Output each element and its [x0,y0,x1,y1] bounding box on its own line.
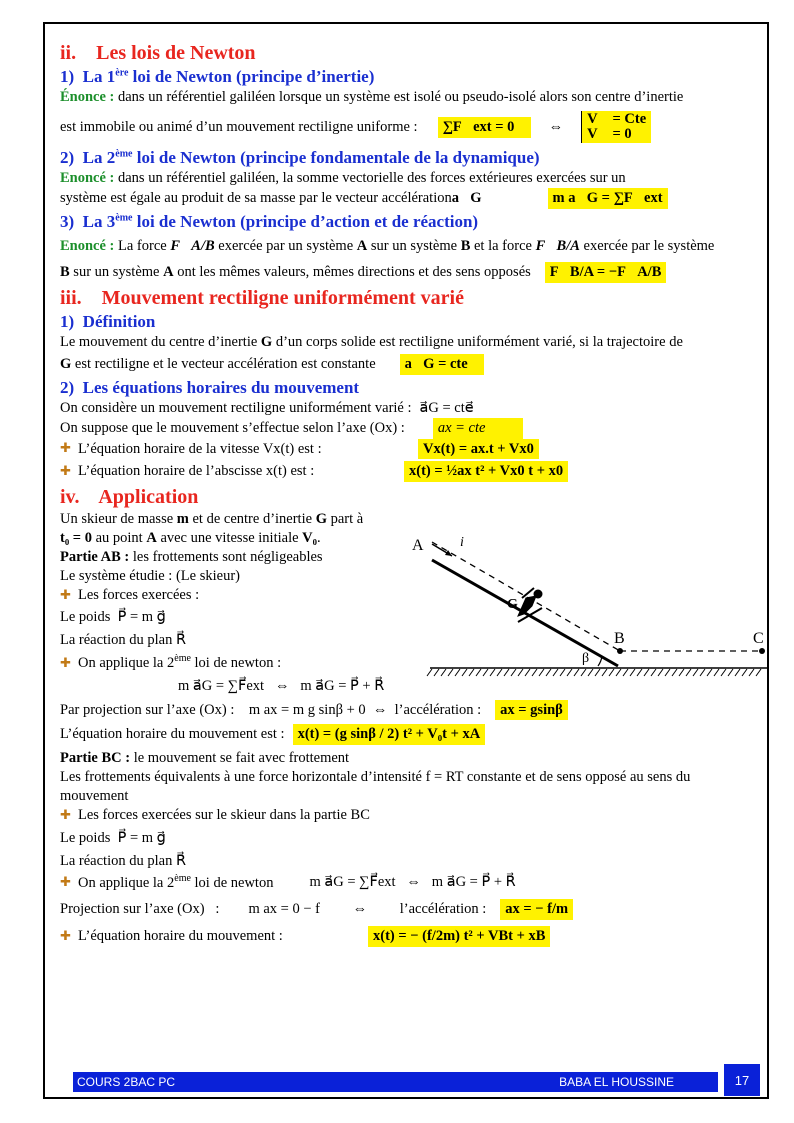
newton-equation: m a⃗G = ∑F⃗ext ⇔ m a⃗G = P⃗ + R⃗ [178,677,385,694]
hatch-mark [497,669,502,676]
footer-course: COURS 2BAC PC [77,1075,176,1089]
hatch-mark [756,669,761,676]
page-number: 17 [724,1064,760,1096]
hatch-mark [427,669,432,676]
hatch-mark [637,669,642,676]
bc-forces: ✚ Les forces exercées sur le skieur dans la partie BC [60,806,370,823]
hatch-mark [693,669,698,676]
bullet-icon: ✚ [60,806,71,822]
bc-projection-row: Projection sur l’axe (Ox) : m ax = 0 − f ⇔ l’accélération : ax = − f/m [60,899,760,920]
law1-text: est immobile ou animé d’un mouvement rectiligne uniforme : [60,118,418,135]
hatch-mark [469,669,474,676]
bullet-icon: ✚ [60,463,71,479]
definition-formula: a⃗G = cte⃗ [400,354,484,375]
hatch-mark [553,669,558,676]
hatch-mark [595,669,600,676]
law1-row [60,111,760,143]
eq-horaire-row: L’équation horaire du mouvement est : x(t) = (g sinβ / 2) t² + V₀t + xA [60,724,760,745]
law2-row: système est égale au produit de sa masse par le vecteur accélération a⃗G m a⃗G = ∑F⃗ext [60,188,760,209]
ground-hatching [427,669,761,676]
bullet-icon: ✚ [60,654,71,670]
hatch-mark [700,669,705,676]
hatch-mark [532,669,537,676]
figure-label-beta: β [582,651,590,666]
hatch-mark [679,669,684,676]
forces-line: ✚ Les forces exercées : [60,586,200,603]
law1-system: V⃗ = Cte V⃗ = 0⃗ [581,111,651,143]
eq-line2: On suppose que le mouvement s’effectue selon l’axe (Ox) : ax = cte [60,418,760,439]
footer-bar [73,1072,718,1092]
hatch-mark [455,669,460,676]
hatch-mark [567,669,572,676]
equiv-symbol: ⇔ [548,118,564,135]
bc-eq-horaire-row: ✚ L’équation horaire du mouvement : x(t) = − (f/2m) t² + VBt + xB [60,926,760,947]
reaction-line: La réaction du plan R⃗ [60,632,187,649]
law3-row: B sur un système A ont les mêmes valeurs, mêmes directions et des sens opposés F⃗B/A = −F⃗A/B [60,262,760,283]
hatch-mark [630,669,635,676]
apply-newton: ✚ On applique la 2ème loi de newton : [60,653,282,671]
hatch-mark [462,669,467,676]
hatch-mark [574,669,579,676]
angle-arc [598,656,602,666]
law3-title: 3) La 3ème loi de Newton (principe d’action et de réaction) [60,212,479,232]
law1-statement: Énonce : dans un référentiel galiléen lorsque un système est isolé ou pseudo-isolé alors son centre d’inertie [60,89,684,106]
eq-bullet-position: ✚ L’équation horaire de l’abscisse x(t) est : x(t) = ½ax t² + Vx0 t + x0 [60,461,760,482]
bc-friction: Les frottements équivalents à une force horizontale d’intensité f = RT constante et de sens opposé au sens du [60,769,691,786]
weight-line: Le poids P⃗ = m g⃗ [60,609,166,626]
section-title-newton: ii. Les lois de Newton [60,42,256,64]
figure-label-g: G [507,597,518,612]
section-title-application: iv. Application [60,486,199,509]
hatch-mark [483,669,488,676]
app-intro-1: Un skieur de masse m et de centre d’inertie G part à [60,511,364,528]
bullet-icon: ✚ [60,586,71,602]
statement-label: Énonce : [60,89,115,106]
hatch-mark [588,669,593,676]
bc-weight: Le poids P⃗ = m g⃗ [60,829,166,846]
law1-title: 1) La 1ère loi de Newton (principe d’inertie) [60,67,375,86]
definition-row: G est rectiligne et le vecteur accélération est constante a⃗G = cte⃗ [60,354,760,375]
hatch-mark [434,669,439,676]
hatch-mark [651,669,656,676]
hatch-mark [644,669,649,676]
hatch-mark [728,669,733,676]
law1-formula: ∑F⃗ext = 0⃗ [438,117,531,138]
hatch-mark [616,669,621,676]
inclined-plane-figure [410,536,770,686]
hatch-mark [546,669,551,676]
hatch-mark [511,669,516,676]
hatch-mark [504,669,509,676]
hatch-mark [742,669,747,676]
bc-friction-2: mouvement [60,787,129,804]
eq-bullet-velocity: ✚ L’équation horaire de la vitesse Vx(t) est : Vx(t) = ax.t + Vx0 [60,439,760,460]
equations-title: 2) Les équations horaires du mouvement [60,377,360,397]
law2-formula: m a⃗G = ∑F⃗ext [548,188,668,209]
hatch-mark [735,669,740,676]
definition-text: Le mouvement du centre d’inertie G d’un corps solide est rectiligne uniformément varié, si la trajectoire de [60,334,683,351]
point-b [617,648,623,654]
bc-apply-row: ✚ On applique la 2ème loi de newton m a⃗G = ∑F⃗ext ⇔ m a⃗G = P⃗ + R⃗ [60,873,516,892]
bullet-icon: ✚ [60,874,71,890]
hatch-mark [581,669,586,676]
system-line: Le système étudie : (Le skieur) [60,567,240,584]
hatch-mark [672,669,677,676]
trajectory-dashed [432,542,620,651]
hatch-mark [686,669,691,676]
figure-label-i: i⃗ [460,536,475,550]
figure-label-b: B [614,630,625,647]
point-c [759,648,765,654]
hatch-mark [602,669,607,676]
hatch-mark [560,669,565,676]
figure-label-c: C [753,630,764,647]
hatch-mark [749,669,754,676]
projection-row: Par projection sur l’axe (Ox) : m ax = m g sinβ + 0 ⇔ l’accélération : ax = gsinβ [60,700,760,721]
law2-title: 2) La 2ème loi de Newton (principe fondamentale de la dynamique) [60,148,540,168]
bullet-icon: ✚ [60,440,71,456]
hatch-mark [658,669,663,676]
law2-statement: Enoncé : dans un référentiel galiléen, la somme vectorielle des forces extérieures exercées sur un [60,170,626,187]
hatch-mark [609,669,614,676]
law3-formula: F⃗B/A = −F⃗A/B [545,262,667,283]
app-intro-2: t₀ = 0 au point A avec une vitesse initiale V₀. [60,530,321,547]
part-bc: Partie BC : le mouvement se fait avec frottement [60,750,350,767]
hatch-mark [714,669,719,676]
hatch-mark [525,669,530,676]
definition-title: 1) Définition [60,311,156,331]
hatch-mark [441,669,446,676]
hatch-mark [539,669,544,676]
bc-reaction: La réaction du plan R⃗ [60,852,187,869]
section-title-mruv: iii. Mouvement rectiligne uniformément varié [60,286,464,309]
hatch-mark [623,669,628,676]
hatch-mark [721,669,726,676]
figure-label-a: A [412,537,424,554]
hatch-mark [490,669,495,676]
footer-author: BABA EL HOUSSINE [559,1075,674,1089]
bullet-icon: ✚ [60,927,71,943]
hatch-mark [707,669,712,676]
page-content [60,40,760,947]
hatch-mark [518,669,523,676]
hatch-mark [665,669,670,676]
hatch-mark [448,669,453,676]
hatch-mark [476,669,481,676]
part-ab: Partie AB : les frottements sont négligeables [60,548,323,565]
eq-line1: On considère un mouvement rectiligne uniformément varié : a⃗G = cte⃗ [60,399,474,416]
law3-statement: Enoncé : La force F⃗A/B exercée par un système A sur un système B et la force F⃗B/A exercée par le système [60,238,715,255]
